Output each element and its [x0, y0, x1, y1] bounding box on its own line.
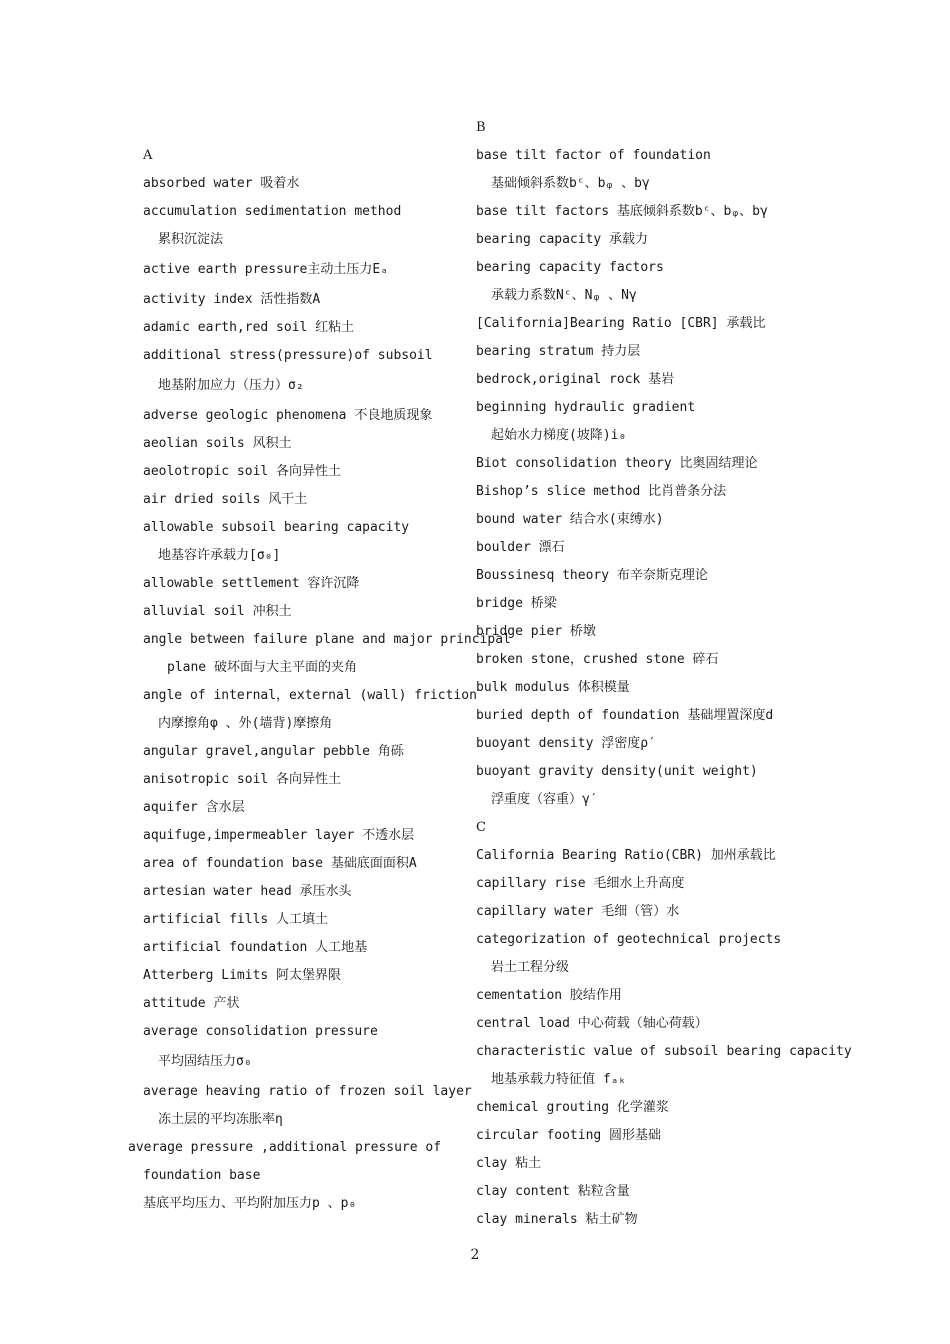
- glossary-entry: additional stress(pressure)of subsoil: [143, 348, 433, 363]
- glossary-entry: bridge pier 桥墩: [476, 624, 596, 639]
- glossary-entry: average consolidation pressure: [143, 1024, 378, 1039]
- glossary-entry: aquifer 含水层: [143, 800, 245, 815]
- glossary-entry: bearing stratum 持力层: [476, 344, 641, 359]
- glossary-entry: 内摩擦角φ 、外(墙背)摩擦角: [158, 716, 333, 731]
- glossary-entry: 冻土层的平均冻胀率η: [158, 1112, 283, 1127]
- glossary-entry: bridge 桥梁: [476, 596, 557, 611]
- glossary-entry: artificial fills 人工填土: [143, 912, 329, 927]
- glossary-entry: 岩土工程分级: [491, 960, 570, 975]
- glossary-entry: capillary water 毛细（管）水: [476, 904, 680, 919]
- glossary-entry: bulk modulus 体积模量: [476, 680, 630, 695]
- glossary-entry: chemical grouting 化学灌浆: [476, 1100, 669, 1115]
- glossary-entry: categorization of geotechnical projects: [476, 932, 782, 947]
- glossary-entry: artificial foundation 人工地基: [143, 940, 368, 955]
- glossary-entry: anisotropic soil 各向异性土: [143, 772, 342, 787]
- glossary-entry: base tilt factor of foundation: [476, 148, 711, 163]
- glossary-entry: angular gravel,angular pebble 角砾: [143, 744, 404, 759]
- glossary-entry: bearing capacity 承载力: [476, 232, 649, 247]
- glossary-entry: Atterberg Limits 阿太堡界限: [143, 968, 342, 983]
- glossary-entry: 累积沉淀法: [158, 232, 224, 247]
- glossary-entry: 基底平均压力、平均附加压力p 、p₀: [143, 1196, 357, 1211]
- glossary-entry: beginning hydraulic gradient: [476, 400, 696, 415]
- glossary-entry: allowable subsoil bearing capacity: [143, 520, 410, 535]
- glossary-entry: plane 破坏面与大主平面的夹角: [167, 660, 357, 675]
- right-column: [476, 114, 852, 1234]
- glossary-entry: Biot consolidation theory 比奥固结理论: [476, 456, 758, 471]
- glossary-entry: [California]Bearing Ratio [CBR] 承载比: [476, 316, 766, 331]
- glossary-entry: central load 中心荷载（轴心荷载）: [476, 1016, 708, 1031]
- glossary-entry: clay minerals 粘土矿物: [476, 1212, 638, 1227]
- glossary-entry: angle between failure plane and major principal: [143, 632, 511, 647]
- glossary-entry: allowable settlement 容许沉降: [143, 576, 360, 591]
- glossary-entry: 地基附加应力（压力）σ₂: [158, 378, 304, 393]
- glossary-entry: adverse geologic phenomena 不良地质现象: [143, 408, 433, 423]
- glossary-entry: absorbed water 吸着水: [143, 176, 300, 191]
- glossary-entry: aeolian soils 风积土: [143, 436, 292, 451]
- glossary-entry: buoyant gravity density(unit weight): [476, 764, 758, 779]
- glossary-entry: 地基承载力特征值 fₐₖ: [491, 1072, 627, 1087]
- glossary-entry: average heaving ratio of frozen soil layer: [143, 1084, 472, 1099]
- glossary-entry: characteristic value of subsoil bearing capacity: [476, 1044, 852, 1059]
- glossary-entry: buoyant density 浮密度ρ′: [476, 736, 656, 751]
- glossary-entry: capillary rise 毛细水上升高度: [476, 876, 685, 891]
- glossary-entry: adamic earth,red soil 红粘土: [143, 320, 355, 335]
- glossary-entry: cementation 胶结作用: [476, 988, 622, 1003]
- glossary-entry: 承载力系数Nᶜ、Nᵩ 、Nγ: [491, 288, 637, 303]
- glossary-entry: 浮重度（容重）γ′: [491, 792, 598, 807]
- glossary-entry: attitude 产状: [143, 996, 240, 1011]
- glossary-entry: bearing capacity factors: [476, 260, 664, 275]
- glossary-entry: bound water 结合水(束缚水): [476, 512, 664, 527]
- glossary-entry: aeolotropic soil 各向异性土: [143, 464, 342, 479]
- page-number: 2: [470, 1247, 480, 1263]
- glossary-entry: 基础倾斜系数bᶜ、bᵩ 、bγ: [491, 176, 650, 191]
- glossary-entry: accumulation sedimentation method: [143, 204, 402, 219]
- glossary-entry: aquifuge,impermeabler layer 不透水层: [143, 828, 415, 843]
- glossary-entry: boulder 漂石: [476, 540, 565, 555]
- glossary-entry: circular footing 圆形基础: [476, 1128, 662, 1143]
- glossary-entry: Boussinesq theory 布辛奈斯克理论: [476, 568, 708, 583]
- glossary-entry: air dried soils 风干土: [143, 492, 308, 507]
- glossary-entry: area of foundation base 基础底面面积A: [143, 856, 417, 871]
- glossary-entry: activity index 活性指数A: [143, 292, 321, 307]
- glossary-entry: Bishop’s slice method 比肖普条分法: [476, 484, 727, 499]
- glossary-entry: alluvial soil 冲积土: [143, 604, 292, 619]
- glossary-entry: angle of internal，external (wall) friction: [143, 688, 477, 703]
- glossary-entry: clay content 粘粒含量: [476, 1184, 630, 1199]
- glossary-entry: 地基容许承载力[σ₀]: [158, 548, 281, 563]
- glossary-entry: foundation base: [143, 1168, 261, 1183]
- section-letter: A: [143, 148, 153, 163]
- glossary-entry: clay 粘土: [476, 1156, 542, 1171]
- spacer: [143, 114, 473, 142]
- glossary-entry: base tilt factors 基底倾斜系数bᶜ、bᵩ、bγ: [476, 204, 768, 219]
- glossary-entry: average pressure ,additional pressure of: [128, 1140, 442, 1155]
- glossary-entry: 平均固结压力σ₀: [158, 1054, 252, 1069]
- glossary-entry: California Bearing Ratio(CBR) 加州承载比: [476, 848, 776, 863]
- glossary-entry: buried depth of foundation 基础埋置深度d: [476, 708, 774, 723]
- section-letter: C: [476, 820, 486, 835]
- glossary-entry: broken stone，crushed stone 碎石: [476, 652, 719, 667]
- section-letter: B: [476, 120, 486, 135]
- glossary-entry: artesian water head 承压水头: [143, 884, 352, 899]
- glossary-entry: 起始水力梯度(坡降)i₀: [491, 428, 627, 443]
- glossary-entry: bedrock,original rock 基岩: [476, 372, 675, 387]
- glossary-entry: active earth pressure主动土压力Eₐ: [143, 262, 389, 277]
